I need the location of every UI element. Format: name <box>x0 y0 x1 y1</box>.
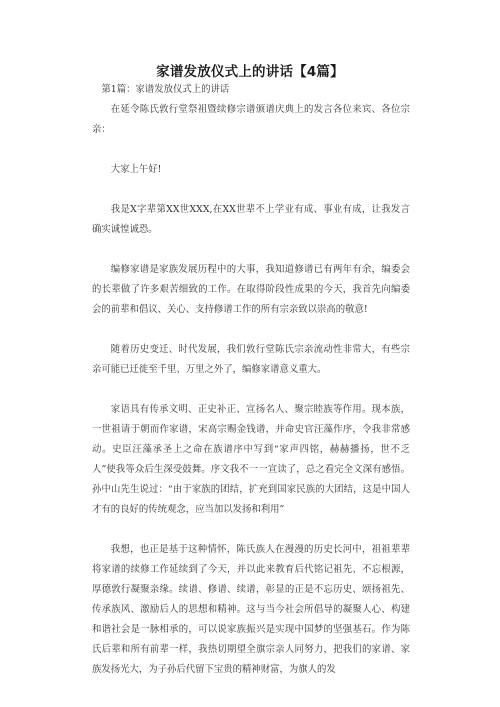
paragraph-gratitude: 编修家谱是家族发展历程中的大事，我知道修谱已有两年有余，编委会的长辈做了许多艰苦细致的工作。在取得阶段性成果的今天，我首先向编委会的前辈和倡议、关心、支持修谱工作的所有宗亲致以崇高的敬意! <box>92 264 410 315</box>
paragraph-genealogy-role: 家语具有传承文明、正史补正、宣扬名人、聚宗睦族等作用。现本族，一世祖请于朝而作家谱，宋高宗赐金钱谱，并命史官汪藻作序，令我非常感动。史臣汪藻承圣上之命在族谱序中写到“家声四铭，赫赫播扬，世不乏人”使我等众后生深受鼓舞。序文我不一一宣读了，总之看完全文深有感悟。孙中山先生说过：“由于家族的团结，扩充到国家民族的大团结，这是中国人才有的良好的传统观念，应当加以发扬和利用” <box>92 404 410 515</box>
paragraph-significance: 随着历史变迁、时代发展，我们敦行堂陈氏宗亲流动性非常大，有些宗亲可能已迁徙至千里、万里之外了，编修家谱意义重大。 <box>92 344 410 375</box>
document-title: 家谱发放仪式上的讲话【4篇】 <box>156 64 344 80</box>
paragraph-greeting: 大家上午好! <box>110 164 162 175</box>
section-heading: 第1篇：家谱发放仪式上的讲话 <box>101 84 230 95</box>
paragraph-introduction: 我是X字辈第XX世XXX,在XX世辈不上学业有成、事业有成，让我发言确实诚惶诚恐。 <box>92 204 410 235</box>
document-body <box>92 80 410 680</box>
paragraph-heritage: 我想，也正是基于这种情怀，陈氏族人在漫漫的历史长河中，祖祖辈辈将家谱的续修工作延续到了今天，并以此来教育后代铭记祖先、不忘根源，厚德敦行凝聚亲缘。续谱、修谱、续谱，彰显的正是不忘历史、颂扬祖先、传承族风、激励后人的思想和精神。这与当今社会所倡导的凝聚人心、构建和谐社会是一脉相承的，可以说家族振兴是实现中国梦的坚强基石。作为陈氏后辈和所有前辈一样，我热切期望全旗宗亲人同努力，把我们的家谱、家族发扬光大，为子孙后代留下宝贵的精神财富，为旗人的发 <box>92 544 410 675</box>
paragraph-salutation: 在延令陈氏敦行堂祭祖暨续修宗谱颁谱庆典上的发言各位来宾、各位宗亲： <box>92 104 410 135</box>
